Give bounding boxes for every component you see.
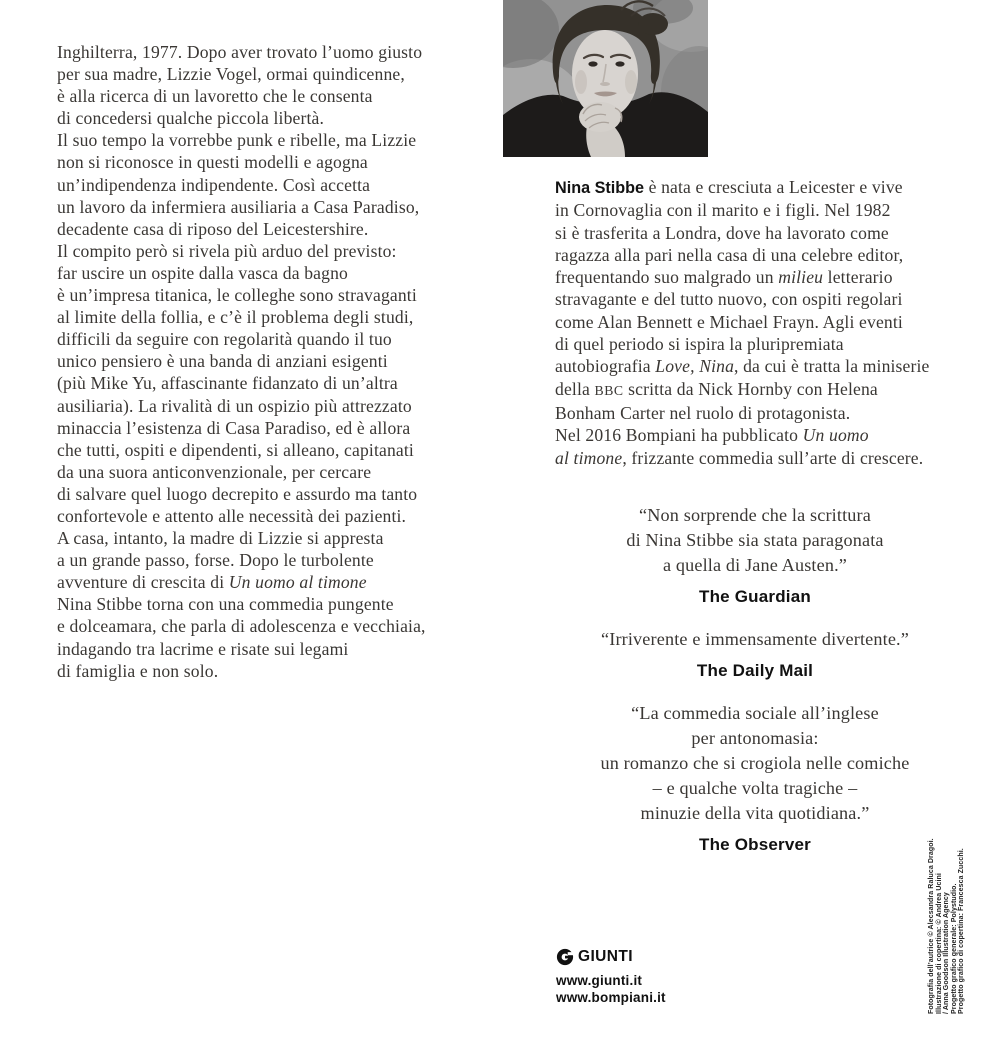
giunti-g-icon — [556, 948, 574, 966]
author-photo — [503, 0, 708, 157]
website-bompiani: www.bompiani.it — [556, 990, 666, 1005]
synopsis-text: Inghilterra, 1977. Dopo aver trovato l’uomo giusto per sua madre, Lizzie Vogel, ormai quindicenne, è alla ricerca di un lavoretto che le consenta di concedersi qualche piccola libertà. Il suo tempo la vorrebbe punk e ribelle, ma Lizzie non si riconosce in questi modelli e agogna un’indipendenza indipendente. Così accetta un lavoro da infermiera ausiliaria a Casa Paradiso, decadente casa di riposo del Leicestershire. Il compito però si rivela più arduo del previsto: far uscire un ospite dalla vasca da bagno è un’impresa titanica, le colleghe sono stravaganti al limite della follia, e c’è il problema degli studi, difficili da seguire con regolarità quando il tuo unico pensiero è una banda di anziani esigenti (più Mike Yu, affascinante fidanzato di un’altra ausiliaria). La rivalità di un ospizio più attrezzato minaccia l’esistenza di Casa Paradiso, ed è allora che tutti, ospiti e dipendenti, si alleano, capitanati da una suora anticonvenzionale, per cercare di salvare quel luogo decrepito e assurdo ma tanto confortevole e attento alle necessità dei pazienti. A casa, intanto, la madre di Lizzie si appresta a un grande passo, forse. Dopo le turbolente avventure di crescita di Un uomo al timone Nina Stibbe torna con una commedia pungente e dolceamara, che parla di adolescenza e vecchiaia, indagando tra lacrime e risate sui legami di famiglia e non solo. — [57, 42, 426, 681]
publisher-websites — [556, 972, 666, 1006]
author-photo-image — [503, 0, 708, 157]
quote-text: “Irriverente e immensamente divertente.” — [601, 629, 909, 649]
press-quotes — [545, 503, 965, 875]
author-bio: Nina Stibbe è nata e cresciuta a Leicester e vive in Cornovaglia con il marito e i figli. Nel 1982 si è trasferita a Londra, dove ha lavorato come ragazza alla pari nella casa di una celebre editor, frequentando suo malgrado un milieu letterario stravagante e del tutto nuovo, con ospiti regolari come Alan Bennett e Michael Frayn. Agli eventi di quel periodo si ispira la pluripremiata autobiografia Love, Nina, da cui è tratta la miniserie della BBC scritta da Nick Hornby con Helena Bonham Carter nel ruolo di protagonista. Nel 2016 Bompiani ha pubblicato Un uomo al timone, frizzante commedia sull’arte di crescere. — [555, 177, 930, 468]
giunti-logo-text: GIUNTI — [578, 948, 633, 965]
quote-text: “La commedia sociale all’inglese per antonomasia: un romanzo che si crogiola nelle comiche – e qualche volta tragiche – minuzie della vita quotidiana.” — [600, 703, 910, 823]
quote-source: The Guardian — [699, 587, 811, 606]
quote-source: The Observer — [698, 835, 811, 854]
press-quote — [545, 503, 965, 607]
quote-source: The Daily Mail — [696, 661, 814, 680]
press-quote — [545, 701, 965, 855]
quote-text: “Non sorprende che la scrittura di Nina Stibbe sia stata paragonata a quella di Jane Austen.” — [626, 505, 884, 575]
credits-vertical-text: Fotografia dell’autrice © Alecsandra Raluca Dragoi. Illustrazione di copertina: © Andrea Ucini / Anna Goodson Illustration Agency Progetto grafico generale: Polystudio. Progetto grafico di copertina: Francesca Zucchi. — [928, 838, 966, 1014]
website-giunti: www.giunti.it — [556, 973, 643, 988]
publisher-block — [556, 948, 666, 1006]
giunti-logo — [556, 948, 666, 966]
press-quote — [545, 627, 965, 681]
